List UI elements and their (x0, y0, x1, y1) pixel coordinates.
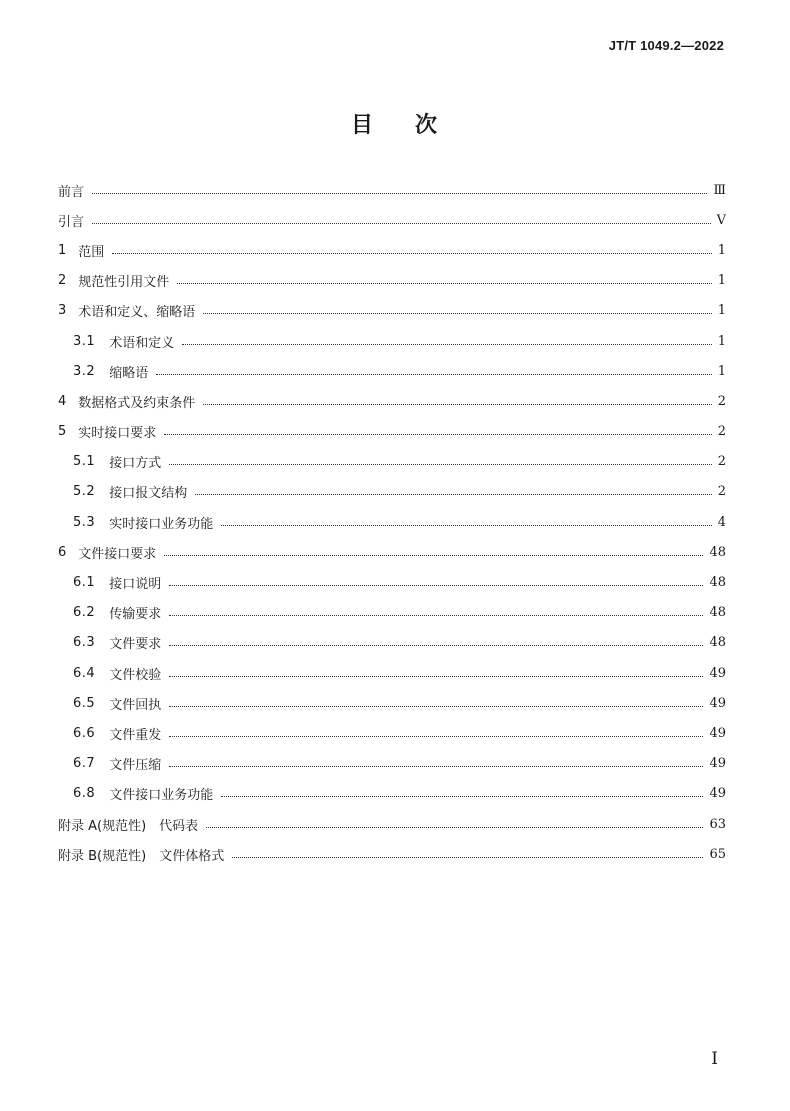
toc-entry-number: 6.6 (73, 725, 96, 741)
toc-entry[interactable] (58, 296, 726, 326)
toc-entry-number: 2 (58, 273, 67, 289)
toc-entry-page: 63 (709, 816, 726, 832)
toc-entry-page: 49 (709, 756, 726, 772)
toc-entry[interactable] (58, 447, 726, 477)
dot-leader (203, 313, 711, 314)
dot-leader (164, 434, 711, 435)
toc-entry-number: 6.4 (73, 665, 96, 681)
toc-entry-number: 3.2 (73, 363, 96, 379)
toc-entry[interactable] (58, 688, 726, 718)
toc-entry-page: 48 (709, 544, 726, 560)
dot-leader (221, 525, 712, 526)
toc-entry[interactable] (58, 567, 726, 597)
dot-leader (169, 645, 703, 646)
toc-entry-label: 接口方式 (109, 456, 162, 472)
toc-entry-number: 6.2 (73, 605, 96, 621)
toc-entry-label: 文件接口业务功能 (109, 788, 214, 804)
toc-entry-page: 1 (717, 303, 726, 319)
dot-leader (182, 344, 712, 345)
toc-entry[interactable] (58, 235, 726, 265)
toc-entry-label: 术语和定义 (109, 335, 175, 351)
toc-entry-number: 1 (58, 242, 67, 258)
toc-entry-page: 49 (709, 786, 726, 802)
dot-leader (169, 615, 703, 616)
toc-entry-page: 2 (717, 424, 726, 440)
toc-entry-label: 数据格式及约束条件 (78, 395, 196, 411)
dot-leader (232, 857, 703, 858)
dot-leader (169, 706, 703, 707)
toc-entry-number: 6.3 (73, 635, 96, 651)
toc-entry-page: 4 (717, 514, 726, 530)
dot-leader (164, 555, 703, 556)
toc-entry-page: 49 (709, 695, 726, 711)
dot-leader (195, 494, 712, 495)
toc-entry-number: 6.8 (73, 786, 96, 802)
toc-entry-number: 6 (58, 544, 67, 560)
toc-entry-label: 文件校验 (109, 667, 162, 683)
toc-entry-page: 49 (709, 665, 726, 681)
toc-entry[interactable] (58, 537, 726, 567)
toc-entry-label: 引言 (58, 214, 85, 230)
toc-entry-label: 附录 A(规范性) 代码表 (58, 818, 199, 834)
toc-entry-page: 65 (709, 846, 726, 862)
title-part-2: 次 (415, 113, 440, 138)
toc-entry-label: 术语和定义、缩略语 (78, 305, 196, 321)
dot-leader (203, 404, 711, 405)
dot-leader (92, 193, 707, 194)
toc-entry-page: 1 (717, 333, 726, 349)
toc-entry-number: 4 (58, 393, 67, 409)
toc-entry-number: 6.5 (73, 695, 96, 711)
toc-entry[interactable] (58, 356, 726, 386)
toc-entry-label: 实时接口要求 (78, 426, 157, 442)
toc-entry-number: 5.3 (73, 514, 96, 530)
dot-leader (169, 585, 703, 586)
toc-entry[interactable] (58, 417, 726, 447)
title-part-1: 目 (350, 113, 375, 138)
toc-entry[interactable] (58, 326, 726, 356)
toc-entry-page: 1 (717, 242, 726, 258)
toc-entry[interactable] (58, 809, 726, 839)
toc-entry-label: 文件要求 (109, 637, 162, 653)
toc-entry[interactable] (58, 175, 726, 205)
toc-entry[interactable] (58, 628, 726, 658)
toc-entry-page: 1 (717, 273, 726, 289)
toc-entry-label: 文件回执 (109, 697, 162, 713)
toc-entry-page: 1 (717, 363, 726, 379)
dot-leader (92, 223, 711, 224)
document-code: JT/T 1049.2—2022 (608, 38, 724, 53)
toc-entry[interactable] (58, 779, 726, 809)
toc-entry-label: 实时接口业务功能 (109, 516, 214, 532)
toc-entry-label: 范围 (78, 244, 105, 260)
toc-entry-number: 6.7 (73, 756, 96, 772)
toc-entry-label: 规范性引用文件 (78, 275, 170, 291)
toc-entry-page: 49 (709, 725, 726, 741)
toc-entry[interactable] (58, 205, 726, 235)
page-title (0, 108, 790, 139)
toc-entry-label: 接口说明 (109, 577, 162, 593)
dot-leader (221, 796, 703, 797)
dot-leader (112, 253, 711, 254)
toc-entry[interactable] (58, 839, 726, 869)
toc-entry-number: 3.1 (73, 333, 96, 349)
toc-entry[interactable] (58, 658, 726, 688)
dot-leader (156, 374, 712, 375)
toc-entry-page: 2 (717, 393, 726, 409)
toc-entry[interactable] (58, 266, 726, 296)
dot-leader (169, 766, 703, 767)
toc-entry-label: 接口报文结构 (109, 486, 188, 502)
toc-entry-label: 附录 B(规范性) 文件体格式 (58, 848, 225, 864)
dot-leader (177, 283, 711, 284)
toc-entry-label: 文件压缩 (109, 758, 162, 774)
toc-entry-page: 48 (709, 635, 726, 651)
toc-entry-label: 文件重发 (109, 727, 162, 743)
dot-leader (169, 736, 703, 737)
toc-entry-page: 48 (709, 605, 726, 621)
table-of-contents (58, 175, 726, 869)
toc-entry[interactable] (58, 718, 726, 748)
toc-entry-page: 2 (717, 484, 726, 500)
dot-leader (206, 827, 703, 828)
footer-page-number: I (711, 1049, 718, 1069)
toc-entry-page: 48 (709, 575, 726, 591)
toc-entry[interactable] (58, 749, 726, 779)
toc-entry-number: 5.1 (73, 454, 96, 470)
toc-entry-label: 前言 (58, 184, 85, 200)
toc-entry-number: 5 (58, 424, 67, 440)
toc-entry[interactable] (58, 386, 726, 416)
toc-entry-page: 2 (717, 454, 726, 470)
toc-entry-label: 文件接口要求 (78, 546, 157, 562)
toc-entry-number: 3 (58, 303, 67, 319)
toc-entry-label: 传输要求 (109, 607, 162, 623)
dot-leader (169, 464, 712, 465)
toc-entry[interactable] (58, 477, 726, 507)
toc-entry-label: 缩略语 (109, 365, 149, 381)
toc-entry-page: Ⅲ (713, 182, 726, 198)
toc-entry-number: 6.1 (73, 575, 96, 591)
toc-entry[interactable] (58, 598, 726, 628)
dot-leader (169, 676, 703, 677)
toc-entry-number: 5.2 (73, 484, 96, 500)
toc-entry[interactable] (58, 507, 726, 537)
toc-entry-page: Ⅴ (716, 212, 726, 228)
